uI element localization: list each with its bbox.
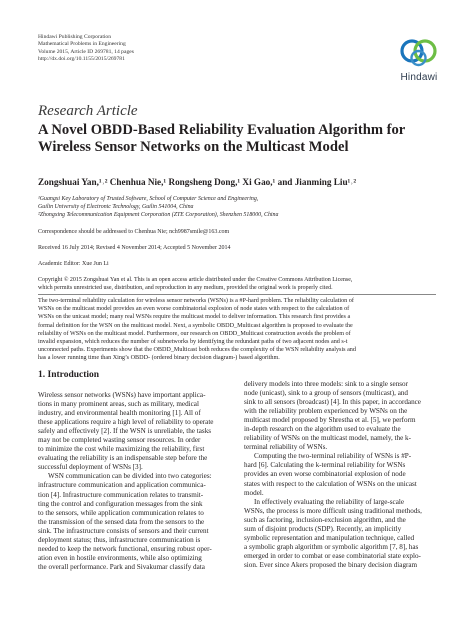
- header-publisher: Hindawi Publishing Corporation: [38, 34, 112, 40]
- affiliation-line: ²Zhongxing Telecommunication Equipment Corporation (ZTE Corporation), Shenzhen 518000, China: [38, 211, 279, 218]
- abstract: [38, 297, 436, 363]
- paper-title: A Novel OBDD-Based Reliability Evaluation Algorithm for Wireless Sensor Networks on the Multicast Model: [38, 122, 406, 155]
- body-line: a symbolic graph algorithm or symbolic algorithm [7, 8], has: [244, 542, 419, 551]
- abstract-line: unconnected paths. Experiments show that the OBDD_Multicast both reduces the complexity of the WSN reliability analysis and: [38, 347, 356, 354]
- body-line: In effectively evaluating the reliability of large-scale: [254, 497, 405, 506]
- section-heading: 1. Introduction: [38, 370, 100, 380]
- header-journal: Mathematical Problems in Engineering: [38, 41, 126, 48]
- body-line: Computing the two-terminal reliability of WSNs is #P-: [254, 452, 412, 461]
- author-list: Zongshuai Yan,¹˒² Chenhua Nie,¹ Rongsheng Dong,¹ Xi Gao,¹ and Jianming Liu¹˒²: [38, 177, 357, 187]
- body-line: to the sensors, while application communication relates to: [38, 508, 204, 517]
- hindawi-logo: [394, 36, 444, 84]
- correspondence: Correspondence should be addressed to Chenhua Nie; nch9987smile@163.com: [38, 229, 230, 235]
- body-line: symbolic representation and manipulation technique, called: [244, 533, 415, 542]
- abstract-line: invalid expansion, which reduces the number of subnetworks by identifying the redundant paths of two adjacent nodes and s-t: [38, 339, 348, 346]
- body-line: with the reliability problem experienced by WSNs on the: [244, 407, 408, 416]
- header-doi: http://dx.doi.org/10.1155/2015/269781: [38, 55, 125, 62]
- abstract-line: WSNs on the multicast model provides an even worse combinatorial explosion of node states with respect to the calculation of: [38, 306, 350, 313]
- body-line: in-depth research on the algorithm used to evaluate the: [244, 425, 401, 434]
- body-line: reliability of WSNs on the multicast model, namely, the k-: [244, 434, 411, 443]
- body-line: to minimize the cost while maximizing the reliability, first: [38, 445, 205, 454]
- body-line: needed to keep the network functional, ensuring robust oper-: [38, 544, 212, 553]
- body-line: model.: [244, 488, 264, 497]
- body-line: infrastructure communication and application communica-: [38, 481, 206, 490]
- affiliation-line: ¹Guangxi Key Laboratory of Trusted Software, School of Computer Science and Engineering,: [38, 196, 259, 202]
- body-line: the overall performance. Park and Sivakumar classify data: [38, 562, 205, 571]
- body-line: emerged in order to combat or ease combinatorial state explo-: [244, 551, 421, 560]
- body-line: states with respect to the calculation of WSNs on the unicast: [244, 479, 417, 488]
- right-column: [244, 380, 439, 570]
- body-line: multicast model proposed by Shrestha et al. [5], we perform: [244, 416, 416, 425]
- body-line: ting the control and configuration messages from the sink: [38, 499, 203, 508]
- left-column: [38, 391, 233, 572]
- body-line: successful deployment of WSNs [3].: [38, 463, 143, 472]
- abstract-top-rule: [38, 294, 436, 295]
- body-line: WSNs, the process is more difficult using traditional methods,: [244, 506, 422, 515]
- copyright: [38, 276, 352, 292]
- body-line: Wireless sensor networks (WSNs) have important applica-: [38, 391, 206, 399]
- body-line: evaluating the reliability is an indispensable step before the: [38, 454, 208, 463]
- body-line: tions in many prominent areas, such as military, medical: [38, 400, 199, 409]
- abstract-line: formal definition for the WSN on the multicast model. Next, a symbolic OBDD_Multicast algorithm is proposed to evaluate the: [38, 322, 353, 329]
- body-line: may not be completed wasting sensor resources. In order: [38, 436, 201, 445]
- body-line: such as factoring, inclusion-exclusion algorithm, and the: [244, 515, 406, 524]
- body-line: hard [6]. Calculating the k-terminal reliability for WSNs: [244, 461, 406, 470]
- body-line: node (unicast), sink to a group of sensors (multicast), and: [244, 389, 409, 398]
- hindawi-logo-icon: [394, 36, 444, 72]
- body-line: safely and effectively [2]. If the WSN is unreliable, the tasks: [38, 427, 212, 436]
- body-line: deployment status; thus, infrastructure communication is: [38, 535, 201, 544]
- body-line: tion [4]. Infrastructure communication relates to transmit-: [38, 490, 204, 499]
- body-line: sum of disjoint products (SDP). Recently, an implicitly: [244, 524, 402, 533]
- copyright-line: which permits unrestricted use, distribution, and reproduction in any medium, provided the original work is properly cited.: [38, 285, 333, 291]
- body-line: ation even in hostile environments, while also optimizing: [38, 553, 202, 562]
- body-line: sink to all sensors (broadcast) [4]. In this paper, in accordance: [244, 398, 421, 407]
- copyright-line: Copyright © 2015 Zongshuai Yan et al. This is an open access article distributed under the Creative Commons Attribution License,: [38, 277, 353, 283]
- body-line: terminal reliability of WSNs.: [244, 443, 328, 452]
- body-line: sink. The infrastructure consists of sensors and their current: [38, 526, 209, 535]
- body-line: the transmission of the sensed data from the sensors to the: [38, 517, 205, 526]
- logo-wordmark: Hindawi: [400, 72, 438, 83]
- body-line: industry, and environmental health monitoring [1]. All of: [38, 409, 201, 418]
- body-line: WSN communication can be divided into two categories:: [48, 472, 212, 481]
- article-type: Research Article: [38, 103, 138, 119]
- body-line: these applications require a high level of reliability to operate: [38, 418, 214, 427]
- journal-header: [38, 34, 134, 63]
- affiliation-line: Guilin University of Electronic Technology, Guilin 541004, China: [38, 203, 194, 210]
- abstract-line: has a lower running time than Xing’s OBDD- (ordered binary decision diagram-) based algorithm.: [38, 355, 280, 362]
- academic-editor: Academic Editor: Xue Jun Li: [38, 261, 109, 267]
- abstract-line: reliability of WSNs on the multicast model. Furthermore, our research on OBDD_Multicast construction avoids the problem of: [38, 330, 351, 337]
- body-line: sion. Ever since Akers proposed the binary decision diagram: [244, 560, 418, 569]
- body-line: provides an even worse combinatorial explosion of node: [244, 470, 406, 479]
- abstract-line: WSNs on the unicast model; many real WSNs require the multicast model to deliver information. This research first provides a: [38, 314, 351, 321]
- affiliations: [38, 196, 278, 220]
- header-volume: Volume 2015, Article ID 269781, 14 pages: [38, 48, 134, 55]
- abstract-line: The two-terminal reliability calculation for wireless sensor networks (WSNs) is a #P-hard problem. The reliability calculation of: [38, 298, 354, 304]
- body-line: delivery models into three models: sink to a single sensor: [244, 380, 409, 388]
- article-dates: Received 16 July 2014; Revised 4 November 2014; Accepted 5 November 2014: [38, 245, 231, 251]
